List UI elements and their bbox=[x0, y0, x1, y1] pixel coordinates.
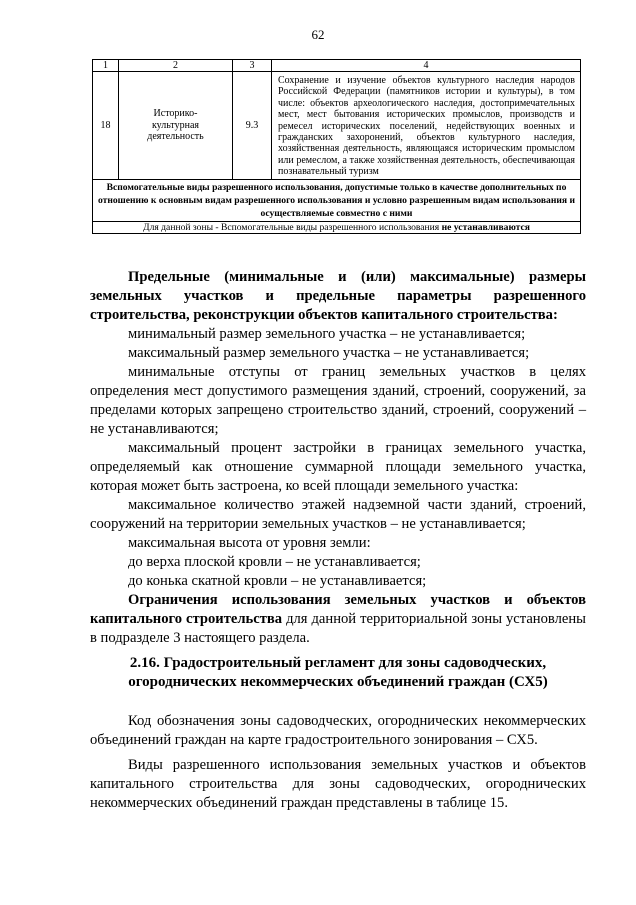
use-types-paragraph: Виды разрешенного использования земельных участков и объектов капитального строительства для зоны садоводческих, огороднических некоммерческих объединений граждан представлены в таблице 15. bbox=[90, 757, 586, 811]
row-code: 9.3 bbox=[233, 72, 272, 180]
aux-note-row bbox=[93, 221, 581, 233]
row-use-name-text: Историко-культурная деятельность bbox=[147, 108, 204, 143]
restrictions-paragraph bbox=[90, 591, 586, 648]
limit-item-height: максимальная высота от уровня земли: bbox=[128, 535, 371, 551]
zone-code-paragraph: Код обозначения зоны садоводческих, огороднических некоммерческих объединений граждан на карте градостроительного зонирования – СХ5. bbox=[90, 713, 586, 748]
limit-item-floors: максимальное количество этажей надземной части зданий, строений, сооружений на территории земельных участков – не устанавливается; bbox=[90, 497, 586, 532]
limit-item-flat-roof: до верха плоской кровли – не устанавливается; bbox=[128, 554, 421, 570]
table-row bbox=[93, 72, 581, 180]
land-use-table bbox=[92, 59, 581, 234]
col-header-2: 2 bbox=[119, 60, 233, 72]
col-header-4: 4 bbox=[272, 60, 581, 72]
limit-item-coverage: максимальный процент застройки в границах земельного участка, определяемый как отношение суммарной площади земельного участка, которая может быть застроена, ко всей площади земельного участка: bbox=[90, 440, 586, 494]
limit-item-pitched-roof: до конька скатной кровли – не устанавливается; bbox=[128, 573, 427, 589]
aux-heading-row bbox=[93, 179, 581, 221]
limit-item-min-size: минимальный размер земельного участка – не устанавливается; bbox=[128, 326, 526, 342]
restrictions-rest: для данной территориальной зоны установлены в подразделе 3 настоящего раздела. bbox=[90, 611, 586, 646]
col-header-3: 3 bbox=[233, 60, 272, 72]
restrictions-bold: Ограничения использования земельных участков и объектов капитального строительства bbox=[90, 592, 586, 627]
aux-note bbox=[93, 221, 581, 233]
row-description: Сохранение и изучение объектов культурного наследия народов Российской Федерации (памятников истории и культуры), в том числе: объектов археологического наследия, достопримечательных мест, мест бытования исторических промыслов, производств и ремесел исторических поселений, недействующих военных и гражданских захоронений, объектов культурного наследия, хозяйственная деятельность, являющаяся историческим промыслом или ремеслом, а также хозяйственная деятельность, обеспечивающая познавательный туризм bbox=[272, 72, 581, 180]
aux-note-prefix: Для данной зоны - Вспомогательные виды разрешенного использования bbox=[143, 221, 440, 233]
limits-section bbox=[90, 268, 586, 648]
col-header-1: 1 bbox=[93, 60, 119, 72]
section-body bbox=[90, 712, 586, 813]
table-header-row bbox=[93, 60, 581, 72]
limit-item-setbacks: минимальные отступы от границ земельных участков в целях определения мест допустимого размещения зданий, строений, сооружений, за пределами которых запрещено строительство зданий, строений, сооружений – не устанавливаются; bbox=[90, 364, 586, 437]
section-title: 2.16. Градостроительный регламент для зоны садоводческих, огороднических некоммерческих объединений граждан (СХ5) bbox=[128, 655, 548, 690]
page-number: 62 bbox=[311, 27, 325, 42]
row-use-name bbox=[119, 72, 233, 180]
aux-heading: Вспомогательные виды разрешенного использования, допустимые только в качестве дополнительных по отношению к основным видам разрешенного использования и условно разрешенным видам использования и осуществляемые совместно с ними bbox=[93, 179, 581, 221]
limit-item-max-size: максимальный размер земельного участка – не устанавливается; bbox=[128, 345, 530, 361]
aux-note-bold: не устанавливаются bbox=[441, 221, 530, 233]
row-number: 18 bbox=[93, 72, 119, 180]
limits-heading: Предельные (минимальные и (или) максимальные) размеры земельных участков и предельные параметры разрешенного строительства, реконструкции объектов капитального строительства: bbox=[90, 269, 586, 323]
